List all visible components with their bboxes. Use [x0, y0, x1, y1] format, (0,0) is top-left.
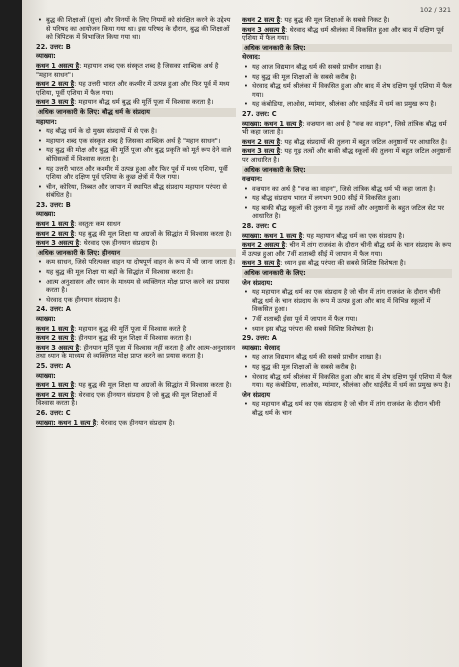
bullet-item	[242, 373, 452, 390]
statement-line	[36, 325, 236, 334]
line-text: : यह बुद्ध की मूल शिक्षा या अग्रजों के सिद्धांत में विश्वास करता है।	[74, 381, 232, 390]
line-text: जेन संप्रदाय	[242, 390, 271, 399]
line-text: अधिक जानकारी के लिए: बौद्ध धर्म के संप्रदाय	[38, 107, 150, 116]
line-text: 25. उत्तर: A	[36, 361, 71, 370]
bullet-item	[36, 268, 236, 277]
line-text: अधिक जानकारी के लिए:	[244, 269, 306, 278]
statement-line	[36, 419, 236, 428]
line-text: 28. उत्तर: C	[242, 222, 277, 231]
line-text: 24. उत्तर: A	[36, 305, 71, 314]
bullet-item	[242, 100, 452, 109]
line-text: 7वीं शताब्दी ईसा पूर्व में जापान में फैल गया।	[252, 315, 358, 323]
line-text: : हीनयान बुद्ध की मूल शिक्षा में विश्वास करता है।	[74, 334, 192, 343]
statement-label: कथन 1 सत्य है	[36, 324, 75, 333]
statement-label: कथन 3 असत्य है	[36, 239, 80, 248]
left-column	[36, 16, 236, 428]
bullet-item	[242, 288, 452, 314]
line-text: आत्म अनुशासन और ध्यान के माध्यम से व्यक्तिगत मोक्ष प्राप्त करने का प्रयास करता है।	[46, 277, 230, 295]
section-heading	[36, 372, 236, 381]
statement-line	[36, 80, 236, 97]
line-text: यह बुद्ध की मोक्ष और बुद्ध की मूर्ति पूजा और बुद्ध प्रकृति को मूर्त रूप देने वाले बोधिसत्वों में विश्वास करता है।	[46, 146, 232, 163]
statement-label: कथन 2 सत्य है	[36, 334, 75, 343]
line-text: : यह गूढ़ तत्वों और बाकी बौद्ध स्कूलों की तुलना में बहुत जटिल अनुष्ठानों पर आधारित है।	[242, 147, 451, 164]
bullet-item	[36, 278, 236, 295]
bullet-item	[36, 165, 236, 182]
bullet-item	[242, 400, 452, 417]
statement-label: कथन 1 सत्य है	[36, 220, 75, 229]
bullet-item	[242, 185, 452, 194]
line-text: यह बुद्ध की मूल शिक्षा या बड़ों के सिद्धांत में विश्वास करता है।	[46, 268, 193, 277]
statement-label: कथन 2 असत्य है	[242, 241, 286, 250]
statement-line	[36, 230, 236, 239]
section-heading	[242, 53, 452, 62]
line-text: : हीनयान मूर्ति पूजा में विश्वास नहीं करता है और आत्म-अनुशासन तथा ध्यान के माध्यम से व्यक्तिगत मोक्ष प्राप्त करने का प्रयास करता है।	[36, 343, 236, 361]
statement-label: कथन 2 सत्य है	[36, 80, 75, 89]
line-text: व्याख्या:	[36, 52, 56, 61]
bullet-item	[242, 315, 452, 324]
statement-label: कथन 2 सत्य है	[36, 229, 75, 238]
line-text: कम साधन, जिसे परित्यक्त वाहन या दोषपूर्ण वाहन के रूप में भी जाना जाता है।	[46, 258, 235, 267]
statement-line	[36, 344, 236, 361]
line-text: : यह बौद्ध संप्रदायों की तुलना में बहुत जटिल अनुष्ठानों पर आधारित है।	[280, 137, 447, 146]
statement-label: कथन 3 सत्य है	[242, 259, 281, 268]
bullet-item	[242, 194, 452, 203]
bullet-item	[36, 258, 236, 267]
bullet-item	[242, 73, 452, 82]
line-text: थेरवाद एक हीनयान संप्रदाय है।	[46, 295, 121, 304]
statement-line	[242, 241, 452, 258]
line-text: चीन, कोरिया, तिब्बत और जापान में स्थापित बौद्ध संप्रदाय महायान परंपरा से संबंधित है।	[46, 182, 227, 200]
bullet-item	[242, 353, 452, 362]
statement-line	[36, 381, 236, 390]
line-text: यह बुद्ध की मूल शिक्षाओं के सबसे करीब है।	[252, 362, 357, 371]
section-heading	[36, 201, 236, 210]
line-text: व्याख्या:	[36, 315, 56, 323]
line-text: : महायान बुद्ध की मूर्ति पूजा में विश्वास करते है	[74, 324, 187, 333]
bullet-item	[36, 296, 236, 305]
line-text: ध्यान इस बौद्ध परंपरा की सबसे विशिष्ट विशेषता है।	[252, 324, 374, 333]
line-text: : महायान बौद्ध धर्म बुद्ध की मूर्ति पूजा में विश्वास करता है।	[74, 98, 214, 107]
info-box-heading	[36, 108, 236, 117]
statement-label: व्याख्या: कथन 1 सत्य है	[242, 119, 303, 128]
line-text: महायान:	[36, 117, 57, 126]
line-text: थेरवाद:	[242, 53, 261, 62]
section-heading	[242, 222, 452, 231]
statement-line	[242, 259, 452, 268]
line-text: 29. उत्तर: A	[242, 334, 277, 343]
line-text: यह महायान बौद्ध धर्म का एक संप्रदाय है जो चीन में तांग राजवंश के दौरान चीनी बौद्ध धर्म के चान संप्रदाय के रूप में उत्पन्न हुआ और बाद में विभिन्न स्कूलों में विकसित हुआ।	[252, 288, 441, 314]
line-text: : वज्रयान का अर्थ है "वज्र का वाहन", जिसे तांत्रिक बौद्ध धर्म भी कहा जाता है।	[242, 119, 447, 137]
bullet-item	[242, 325, 452, 334]
info-box-heading	[36, 249, 236, 258]
bullet-item	[242, 363, 452, 372]
section-heading	[242, 391, 452, 400]
line-text: यह बौद्ध धर्म के दो मुख्य संप्रदायों में से एक है।	[46, 127, 157, 136]
line-text: यह आज विद्यमान बौद्ध धर्म की सबसे प्राचीन शाखा है।	[252, 62, 382, 71]
line-text: : ध्यान इस बौद्ध परंपरा की सबसे विशिष्ट विशेषता है।	[280, 259, 406, 268]
right-column	[242, 16, 452, 419]
statement-label: कथन 2 सत्य है	[242, 16, 281, 24]
statement-line	[36, 62, 236, 79]
section-heading	[36, 118, 236, 127]
line-text: : थेरवाद एक हीनयान संप्रदाय है।	[79, 239, 158, 248]
bullet-item	[242, 63, 452, 72]
line-text: यह बाकी बौद्ध स्कूलों की तुलना में गूढ़ तत्वों और अनुष्ठानों के बहुत जटिल सेट पर आधारित है।	[252, 203, 444, 221]
section-heading	[36, 362, 236, 371]
bullet-item	[36, 127, 236, 136]
statement-label: कथन 3 सत्य है	[242, 147, 281, 156]
statement-label: कथन 3 सत्य है	[36, 98, 75, 107]
page-number: 102 / 321	[419, 6, 451, 14]
line-text: : थेरवाद एक हीनयान संप्रदाय है जो बुद्ध की मूल शिक्षाओं में विश्वास करता है।	[36, 390, 217, 408]
statement-label: कथन 2 सत्य है	[242, 137, 281, 146]
line-text: यह आज विद्यमान बौद्ध धर्म की सबसे प्राचीन शाखा है।	[252, 353, 382, 362]
statement-label: व्याख्या: कथन 1 सत्य है	[36, 418, 97, 427]
statement-label: कथन 3 असत्य है	[36, 343, 80, 352]
line-text: यह कंबोडिया, लाओस, म्यांमार, श्रीलंका और थाईलैंड में धर्म का प्रमुख रूप है।	[252, 100, 437, 109]
line-text: अधिक जानकारी के लिए:	[244, 43, 306, 52]
line-text: जेन संप्रदाय:	[242, 278, 273, 287]
line-text: व्याख्या: थेरवाद	[242, 343, 280, 352]
section-heading	[242, 279, 452, 288]
line-text: : यह उत्तरी भारत और कश्मीर में उत्पन्न हुआ और फिर पूर्व में मध्य एशिया, पूर्वी एशिया में फैल गया।	[36, 80, 230, 97]
line-text: 27. उत्तर: C	[242, 109, 277, 118]
statement-line	[36, 239, 236, 248]
line-text: वज्रयान का अर्थ है "वज्र का वाहन", जिसे तांत्रिक बौद्ध धर्म भी कहा जाता है।	[252, 184, 436, 193]
bullet-item	[242, 82, 452, 99]
bullet-item	[36, 146, 236, 163]
line-text: व्याख्या:	[36, 210, 56, 219]
line-text: : वस्तुतः कम साधन	[74, 220, 121, 229]
statement-line	[242, 138, 452, 147]
bullet-item	[36, 183, 236, 200]
section-heading	[36, 43, 236, 52]
bullet-item	[36, 137, 236, 146]
line-text: : चीन में तांग राजवंश के दौरान चीनी बौद्ध धर्म के चान संप्रदाय के रूप में उत्पन्न हुआ और 7वीं शताब्दी सीई में जापान में फैल गया।	[242, 241, 451, 258]
line-text: यह बुद्ध की मूल शिक्षाओं के सबसे करीब है।	[252, 72, 357, 81]
bullet-item	[242, 204, 452, 221]
line-text: : यह बुद्ध की मूल शिक्षाओं के सबसे निकट है।	[280, 16, 390, 24]
statement-label: कथन 3 असत्य है	[242, 25, 286, 34]
statement-line	[242, 147, 452, 164]
line-text: व्याख्या:	[36, 371, 56, 380]
line-text: बुद्ध की शिक्षाओं (सुत्त) और विनयों के लिए नियमों को संरक्षित करने के उद्देश्य से परिषद का आयोजन किया गया था। इस परिषद के दौरान, बुद्ध की शिक्षाओं को त्रिपिटक में विभाजित किया गया था।	[46, 16, 231, 42]
line-text: वज्रयान:	[242, 175, 263, 184]
line-text: 23. उत्तर: B	[36, 200, 71, 209]
info-box-heading	[242, 166, 452, 175]
line-text: अधिक जानकारी के लिए: हीनयान	[38, 248, 121, 257]
line-text: : थेरवाद बौद्ध धर्म श्रीलंका में विकसित हुआ और बाद में दक्षिण पूर्व एशिया में फैल गया।	[242, 25, 444, 43]
line-text: : थेरवाद एक हीनयान संप्रदाय है।	[96, 418, 175, 427]
info-box-heading	[242, 269, 452, 278]
section-heading	[242, 110, 452, 119]
document-page	[22, 0, 459, 667]
section-heading	[36, 315, 236, 324]
statement-label: कथन 1 सत्य है	[36, 381, 75, 390]
line-text: : यह महायान बौद्ध धर्म का एक संप्रदाय है।	[302, 231, 405, 240]
line-text: यह महायान बौद्ध धर्म का एक संप्रदाय है जो चीन में तांग राजवंश के दौरान चीनी बौद्ध धर्म के चान	[252, 400, 441, 417]
line-text: यह उत्तरी भारत और कश्मीर में उत्पन्न हुआ और फिर पूर्व में मध्य एशिया, पूर्वी एशिया और दक्षिण पूर्व एशिया के कुछ क्षेत्रों में फैल गया।	[46, 164, 228, 182]
line-text: यह बौद्ध संप्रदाय भारत में लगभग 900 सीई में विकसित हुआ।	[252, 194, 401, 203]
statement-line	[242, 26, 452, 43]
statement-label: व्याख्या: कथन 1 सत्य है	[242, 231, 303, 240]
statement-line	[36, 391, 236, 408]
statement-line	[36, 334, 236, 343]
statement-label: कथन 2 सत्य है	[36, 390, 75, 399]
line-text: अधिक जानकारी के लिए:	[244, 165, 306, 174]
line-text: 22. उत्तर: B	[36, 42, 71, 51]
statement-line	[36, 220, 236, 229]
line-text: : यह बुद्ध की मूल शिक्षा या अग्रजों के सिद्धांत में विश्वास करता है।	[74, 229, 232, 238]
statement-line	[242, 120, 452, 137]
section-heading	[242, 175, 452, 184]
statement-line	[242, 232, 452, 241]
statement-label: कथन 1 असत्य है	[36, 61, 80, 70]
statement-line	[242, 16, 452, 25]
section-heading	[242, 334, 452, 343]
section-heading	[36, 52, 236, 61]
line-text: थेरवाद बौद्ध धर्म श्रीलंका में विकसित हुआ और बाद में शेष दक्षिण पूर्व एशिया में फैल गया।	[252, 82, 452, 99]
section-heading	[242, 344, 452, 353]
info-box-heading	[242, 44, 452, 53]
section-heading	[36, 305, 236, 314]
line-text: 26. उत्तर: C	[36, 408, 71, 417]
statement-line	[36, 98, 236, 107]
line-text: महायान शब्द एक संस्कृत शब्द है जिसका शाब्दिक अर्थ है "महान साधन"।	[46, 136, 221, 145]
section-heading	[36, 409, 236, 418]
line-text: : महायान शब्द एक संस्कृत शब्द है जिसका शाब्दिक अर्थ है "महान साधन"।	[36, 61, 219, 79]
section-heading	[36, 210, 236, 219]
line-text: थेरवाद बौद्ध धर्म श्रीलंका में विकसित हुआ और बाद में शेष दक्षिण पूर्व एशिया में फैल गया। यह कंबोडिया, लाओस, म्यांमार, श्रीलंका और थाईलैंड में धर्म का प्रमुख रूप है।	[252, 372, 452, 390]
bullet-item	[36, 16, 236, 42]
